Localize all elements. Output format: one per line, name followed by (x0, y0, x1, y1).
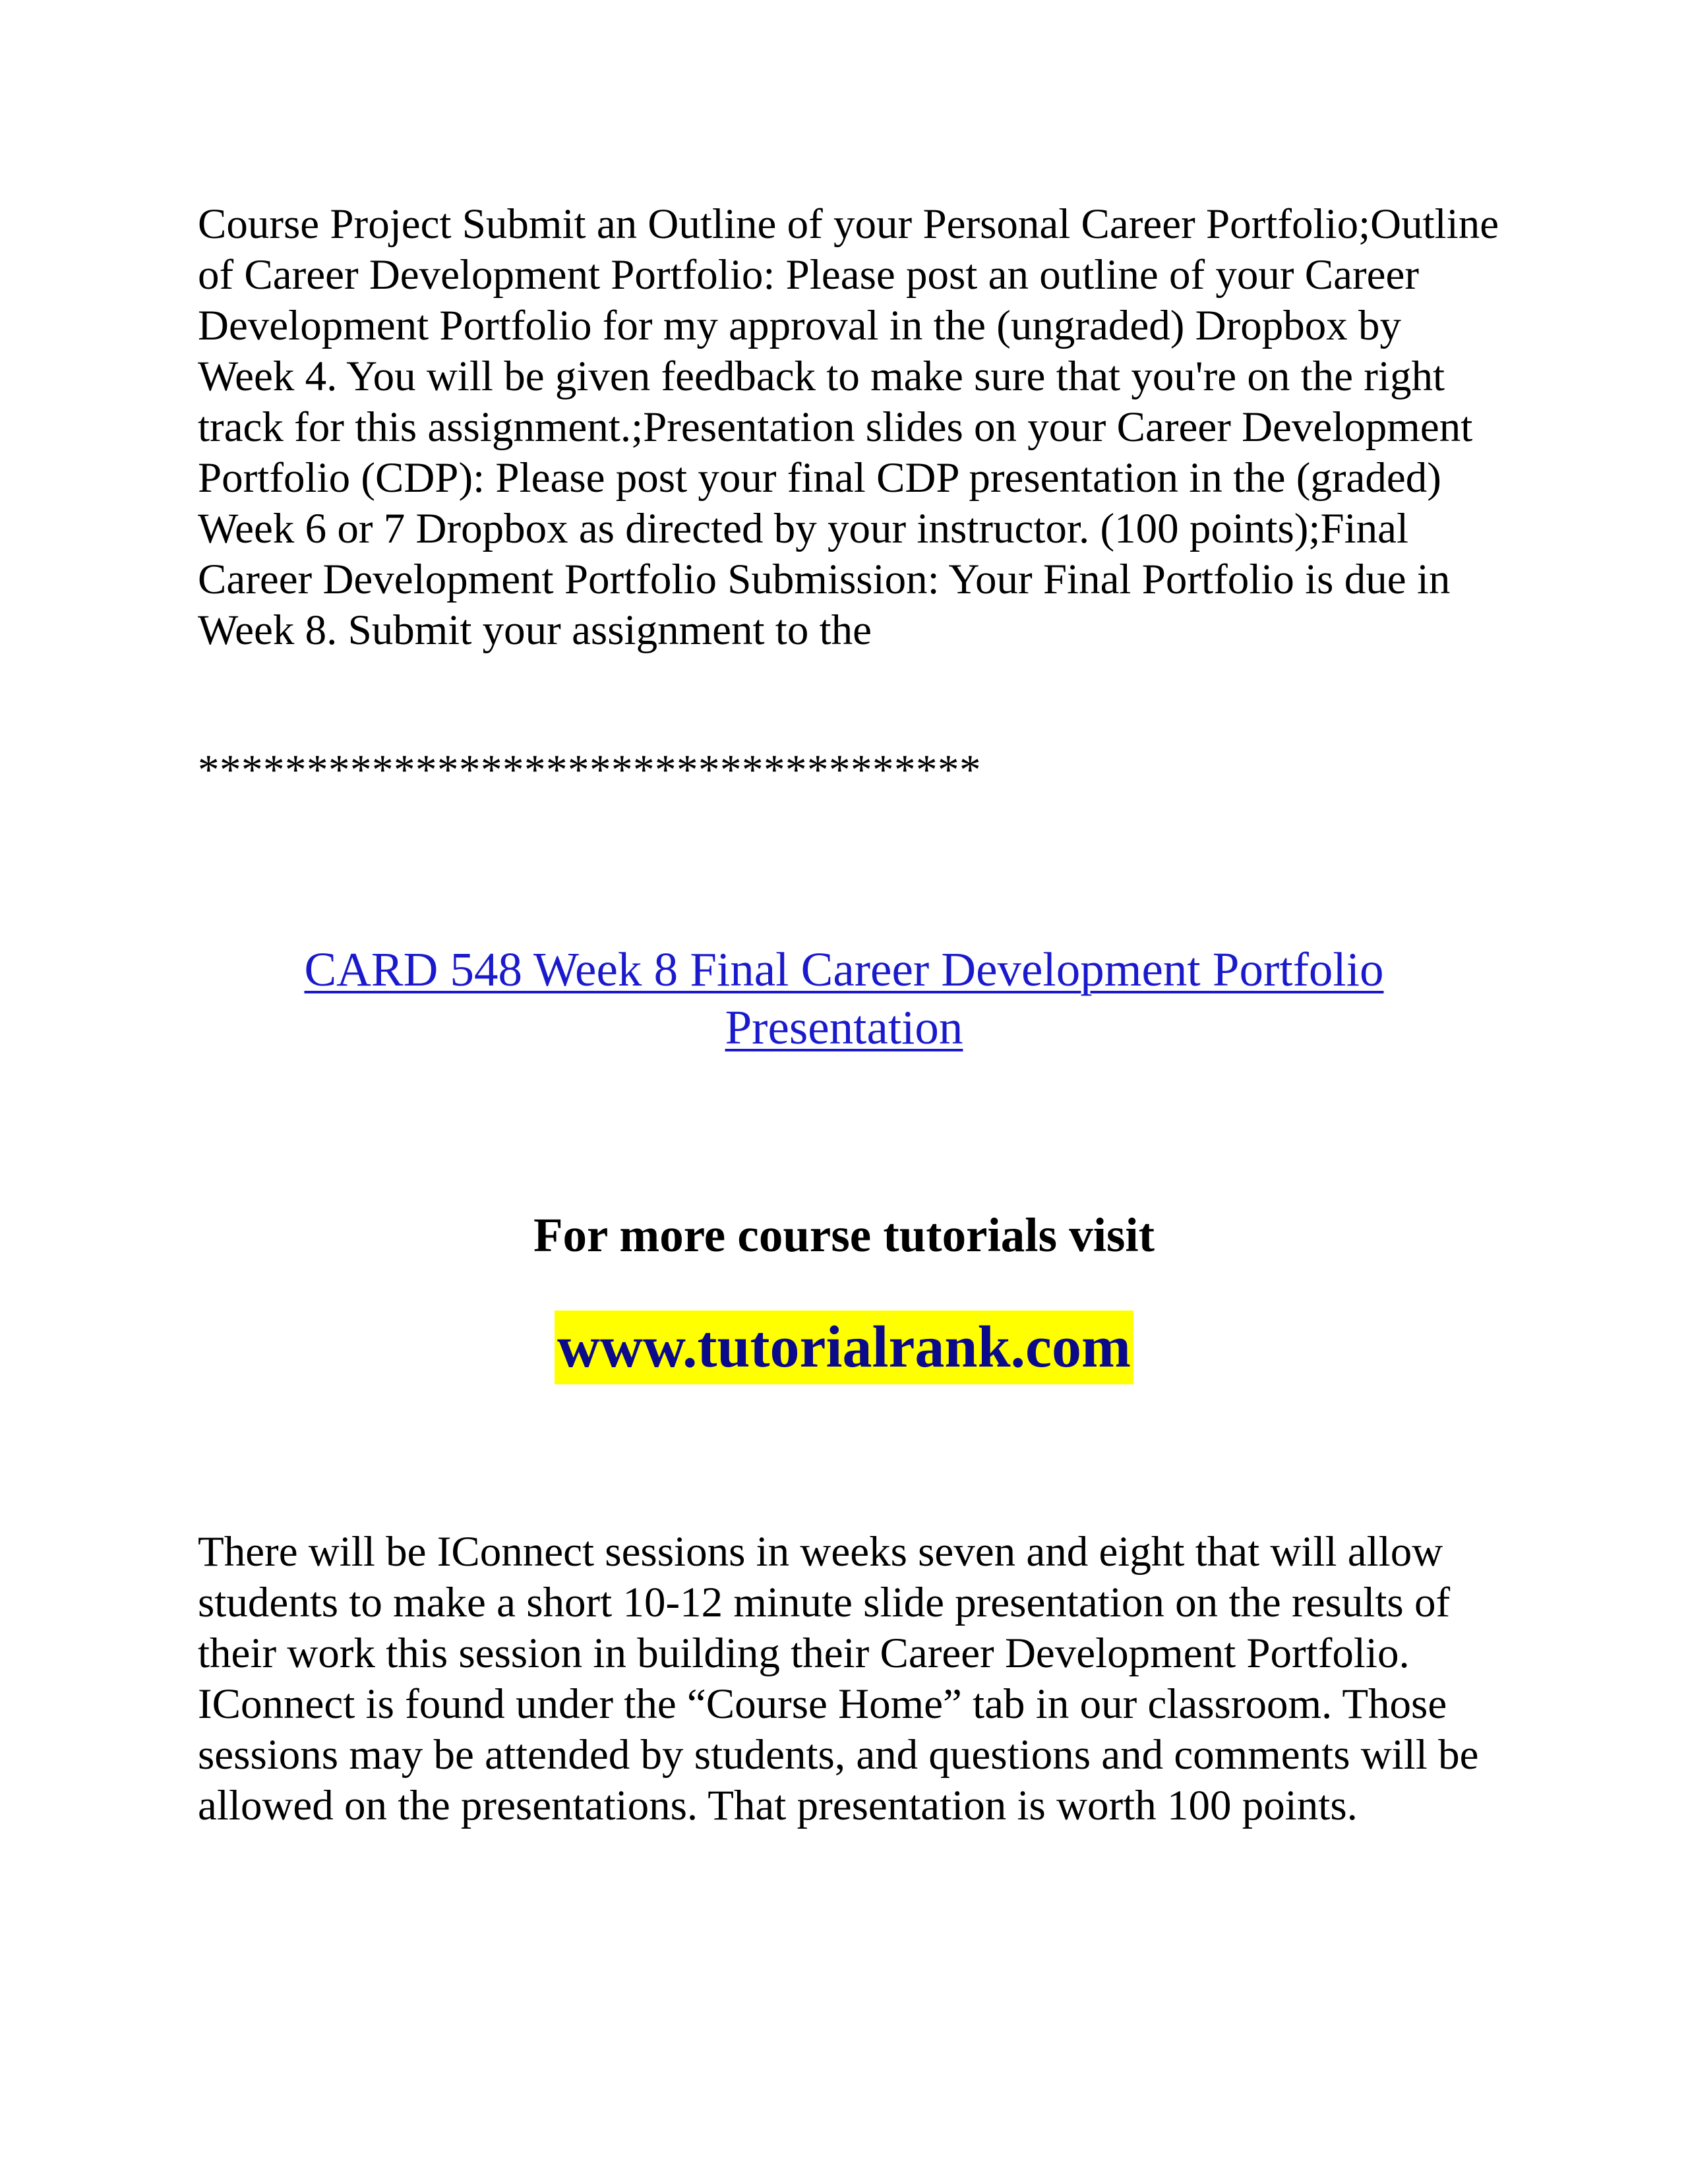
course-link-line1: CARD 548 Week 8 Final Career Development Portfolio (304, 943, 1384, 996)
site-url-link[interactable]: www.tutorialrank.com (555, 1311, 1133, 1384)
closing-paragraph: There will be IConnect sessions in weeks seven and eight that will allow students to make a short 10-12 minute slide presentation on the results of their work this session in building their Career Development Portfolio. IConnect is found under the “Course Home” tab in our classroom. Those sessions may be attended by students, and questions and comments will be allowed on the presentations. That presentation is worth 100 points. (198, 1528, 1479, 1829)
course-link-block (0, 941, 1688, 1057)
course-title-link[interactable] (304, 943, 1383, 1054)
course-link-line2: Presentation (725, 1001, 963, 1054)
site-url-block (0, 1311, 1688, 1384)
separator-stars: ************************************ (198, 746, 981, 794)
intro-paragraph: Course Project Submit an Outline of your Personal Career Portfolio;Outline of Career Development Portfolio: Please post an outline of your Career Development Portfolio for my approval in the (ungraded) Dropbox by Week 4. You will be given feedback to make sure that you're on the right track for this assignment.;Presentation slides on your Career Development Portfolio (CDP): Please post your final CDP presentation in the (graded) Week 6 or 7 Dropbox as directed by your instructor. (100 points);Final Career Development Portfolio Submission: Your Final Portfolio is due in Week 8. Submit your assignment to the (198, 200, 1499, 654)
more-tutorials-heading: For more course tutorials visit (533, 1208, 1155, 1262)
